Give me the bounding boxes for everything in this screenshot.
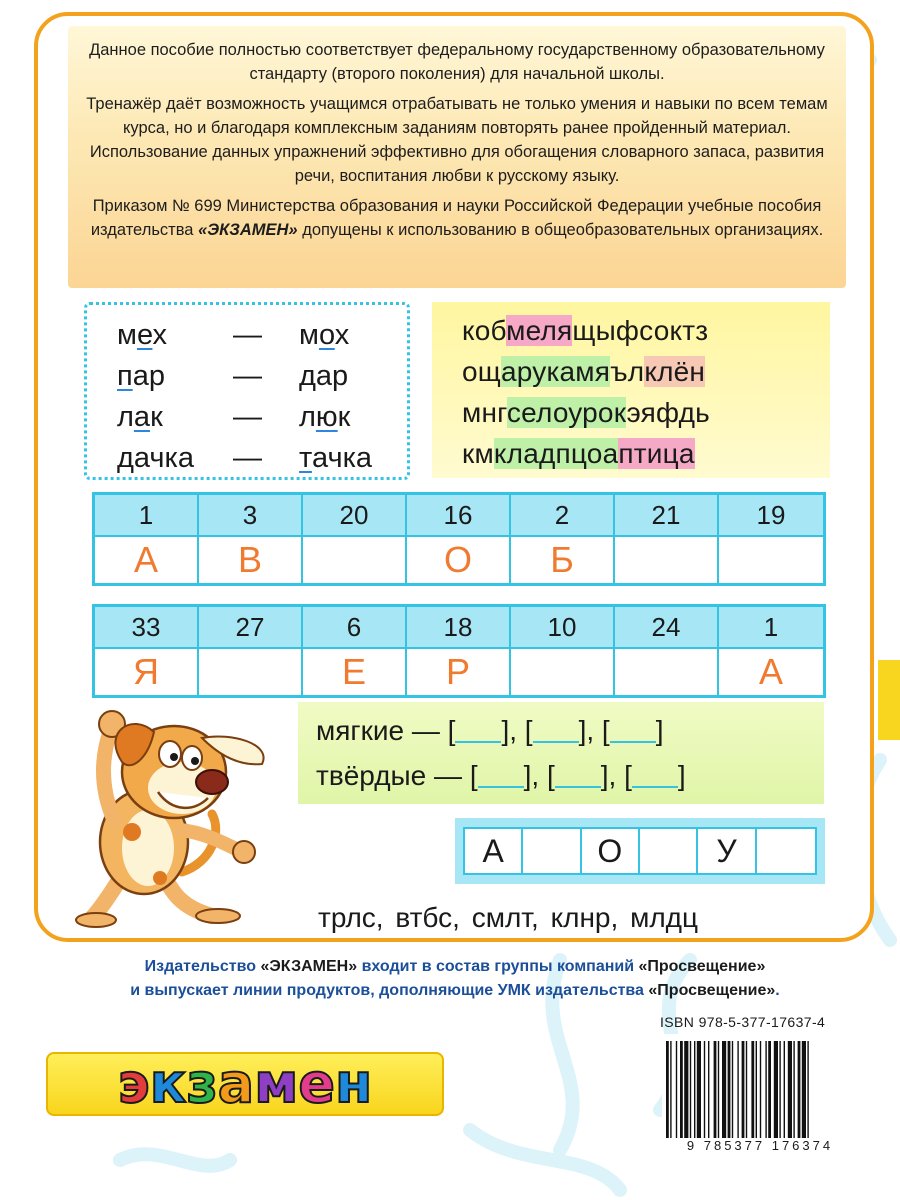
letter-run: мнг <box>462 397 507 428</box>
vowel-cell: У <box>698 829 756 873</box>
logo-letter: э <box>117 1052 150 1115</box>
barcode-bar <box>784 1041 785 1141</box>
comma: , <box>509 715 517 746</box>
word-pair <box>117 356 407 397</box>
underlined-letter: а <box>133 401 151 433</box>
barcode-bar <box>670 1041 671 1141</box>
barcode-bar <box>718 1041 719 1141</box>
vowel-cell <box>640 829 698 873</box>
intro-text-block <box>68 26 846 288</box>
highlighted-word: клён <box>644 356 706 387</box>
logo-letter: к <box>149 1052 187 1115</box>
logo-letter: е <box>298 1052 335 1115</box>
comma: , <box>608 760 617 791</box>
word-pair-first <box>117 438 233 479</box>
highlighted-word: кладпцоа <box>493 438 619 469</box>
word-pair-second <box>299 315 349 356</box>
word-part: к <box>150 401 163 433</box>
pair-dash: — <box>233 401 262 433</box>
intro-p3-brand: «ЭКЗАМЕН» <box>198 221 298 239</box>
table-letter-cell <box>511 649 615 695</box>
bracket-open: [ <box>601 715 610 746</box>
publisher-l2-end: . <box>775 982 780 999</box>
underlined-letter: е <box>136 319 153 351</box>
intro-paragraph-1: Данное пособие полностью соответствует федеральному государственному образовательному стандарту (второго поколения) для начальной школы. <box>89 41 825 83</box>
bracket-open: [ <box>624 760 632 791</box>
word-pair-second <box>299 356 348 397</box>
table-letter-cell: Е <box>303 649 407 695</box>
barcode-bar <box>779 1041 780 1141</box>
answer-slot[interactable] <box>555 758 601 788</box>
word-pair-first <box>117 356 233 397</box>
word-pair-first <box>117 397 233 438</box>
vowel-cell <box>757 829 815 873</box>
number-letter-table-2 <box>92 604 826 698</box>
word-part: к <box>337 401 351 433</box>
intro-p3-start: Приказом № 699 Министерства образования и науки Российской Федерации учебные пособия издательства <box>90 197 822 239</box>
hard-consonants-row <box>316 753 824 798</box>
letter-run: коб <box>462 315 507 346</box>
barcode-bar <box>732 1041 733 1141</box>
barcode-bar <box>737 1041 738 1141</box>
barcode-bar <box>788 1041 792 1141</box>
table-number-cell: 10 <box>511 607 615 649</box>
bracket-close: ] <box>523 760 532 791</box>
barcode-bar <box>684 1041 688 1141</box>
soft-hard-consonants-box <box>298 702 824 804</box>
barcode <box>662 1034 858 1152</box>
dog-illustration <box>62 702 292 932</box>
publisher-l1-brand: «ЭКЗАМЕН» <box>260 958 358 975</box>
soft-consonants-row <box>316 708 824 753</box>
consonant-clusters: трлс, втбс, смлт, клнр, млдц <box>318 902 699 933</box>
word-part: х <box>334 319 350 351</box>
letter-row <box>462 392 830 433</box>
barcode-bar <box>774 1041 778 1141</box>
word-part: л <box>299 401 316 433</box>
word-part: ар <box>315 360 349 392</box>
barcode-bar <box>807 1041 808 1141</box>
isbn-number: ISBN 978-5-377-17637-4 <box>660 1014 826 1030</box>
underlined-letter: о <box>318 319 335 351</box>
answer-slot[interactable] <box>478 758 524 788</box>
word-pair <box>117 315 407 356</box>
word-pair-second <box>299 397 350 438</box>
letter-run: ъл <box>610 356 645 387</box>
publisher-line-2 <box>40 979 870 1003</box>
answer-slot[interactable] <box>533 713 579 743</box>
table-number-cell: 1 <box>719 607 823 649</box>
underlined-letter: п <box>117 360 133 392</box>
barcode-bar <box>704 1041 705 1141</box>
pair-dash: — <box>233 442 262 474</box>
underlined-letter: д <box>117 442 134 474</box>
highlighted-word: селоурок <box>506 397 627 428</box>
barcode-bar <box>708 1041 709 1141</box>
letter-grid-box <box>432 302 830 478</box>
table-number-cell: 19 <box>719 495 823 537</box>
word-part: м <box>299 319 319 351</box>
barcode-bar <box>680 1041 683 1141</box>
barcode-bar <box>746 1041 747 1141</box>
vowel-cell <box>523 829 581 873</box>
barcode-bar <box>666 1041 669 1141</box>
table-letter-cell <box>719 537 823 583</box>
barcode-bar <box>768 1041 771 1141</box>
row-label: мягкие <box>316 715 405 746</box>
bracket-open: [ <box>546 760 555 791</box>
table-number-cell: 2 <box>511 495 615 537</box>
table-letter-cell <box>199 649 303 695</box>
table-number-cell: 18 <box>407 607 511 649</box>
comma: , <box>586 715 595 746</box>
publisher-l2-pre: и выпускает линии продуктов, дополняющие УМК издательства <box>130 982 649 999</box>
logo-letter: н <box>334 1052 373 1115</box>
barcode-bar <box>694 1041 695 1141</box>
row-dash: — <box>434 760 463 791</box>
word-part: л <box>117 401 134 433</box>
barcode-bar <box>742 1041 745 1141</box>
publisher-l1-mid: входит в состав группы компаний <box>357 958 639 975</box>
bracket-open: [ <box>447 715 456 746</box>
barcode-bar <box>765 1041 766 1141</box>
table-number-cell: 3 <box>199 495 303 537</box>
table-letter-cell: А <box>719 649 823 695</box>
barcode-bar <box>751 1041 754 1141</box>
table-number-cell: 20 <box>303 495 407 537</box>
publisher-l1-group: «Просвещение» <box>638 958 766 975</box>
logo-letter: а <box>217 1052 255 1115</box>
answer-slot[interactable] <box>632 758 678 788</box>
barcode-bar <box>793 1041 794 1141</box>
table-letter-cell: Р <box>407 649 511 695</box>
letter-row <box>462 310 830 351</box>
word-pairs-box <box>84 302 410 480</box>
letter-run: эяфдь <box>626 397 710 428</box>
bracket-close: ] <box>677 760 686 791</box>
letter-run: ощ <box>462 356 502 387</box>
barcode-bar <box>690 1041 691 1141</box>
barcode-bar <box>697 1041 701 1141</box>
logo-letter: м <box>254 1052 299 1115</box>
word-part: х <box>152 319 167 351</box>
table-letter-cell <box>615 649 719 695</box>
bracket-open: [ <box>469 760 478 791</box>
barcode-digits: 9 785377 176374 <box>662 1138 858 1153</box>
letter-run: км <box>462 438 494 469</box>
bracket-close: ] <box>600 760 609 791</box>
highlighted-word: птица <box>618 438 695 469</box>
intro-paragraph-3 <box>86 194 828 242</box>
word-pair <box>117 397 407 438</box>
logo-letter: з <box>186 1052 218 1115</box>
word-part: ачка <box>311 442 373 474</box>
table-number-cell: 33 <box>95 607 199 649</box>
publisher-line-1 <box>40 955 870 979</box>
table-number-cell: 21 <box>615 495 719 537</box>
intro-p3-end: допущены к использованию в общеобразовательных организациях. <box>297 221 824 239</box>
publisher-l2-group: «Просвещение» <box>648 982 776 999</box>
publisher-l1-pre: Издательство <box>144 958 261 975</box>
answer-slot[interactable] <box>610 713 656 743</box>
barcode-bar <box>728 1041 731 1141</box>
comma: , <box>531 760 540 791</box>
highlighted-word: меля <box>506 315 573 346</box>
table-letter-cell <box>303 537 407 583</box>
table-number-cell: 6 <box>303 607 407 649</box>
pair-dash: — <box>233 360 262 392</box>
barcode-bar <box>760 1041 761 1141</box>
word-pair <box>117 438 407 479</box>
bracket-close: ] <box>501 715 510 746</box>
vowels-strip <box>455 818 825 884</box>
pair-dash: — <box>233 319 262 351</box>
underlined-letter: д <box>299 360 316 392</box>
table-letter-cell: Я <box>95 649 199 695</box>
bracket-open: [ <box>524 715 533 746</box>
vowels-grid <box>463 827 817 875</box>
barcode-bar <box>798 1041 801 1141</box>
table-letter-cell: О <box>407 537 511 583</box>
table-letter-cell: А <box>95 537 199 583</box>
table-letter-cell <box>615 537 719 583</box>
table-number-cell: 24 <box>615 607 719 649</box>
highlighted-word: арукамя <box>501 356 611 387</box>
table-number-cell: 27 <box>199 607 303 649</box>
publisher-note <box>40 955 870 1003</box>
bracket-close: ] <box>578 715 587 746</box>
letter-row <box>462 433 830 474</box>
word-pair-second <box>299 438 372 479</box>
letter-run: щыфсоктз <box>572 315 709 346</box>
barcode-bar <box>802 1041 806 1141</box>
barcode-bar <box>722 1041 726 1141</box>
intro-paragraph-2: Тренажёр даёт возможность учащимся отрабатывать не только умения и навыки по всем темам курса, но и благодаря комплексным заданиям повторять ранее пройденный материал. Использование данных упражнений эффективно для обогащения словарного запаса, развития речи, воспитания любви к русскому языку. <box>86 95 828 185</box>
word-part: ачка <box>133 442 194 474</box>
answer-slot[interactable] <box>455 713 501 743</box>
underlined-letter: ю <box>315 401 338 433</box>
word-part: м <box>117 319 137 351</box>
row-dash: — <box>411 715 440 746</box>
number-letter-table-1 <box>92 492 826 586</box>
word-part: ар <box>132 360 165 392</box>
letter-row <box>462 351 830 392</box>
table-letter-cell: Б <box>511 537 615 583</box>
table-number-cell: 16 <box>407 495 511 537</box>
table-letter-cell: В <box>199 537 303 583</box>
word-pair-first <box>117 315 233 356</box>
vowel-cell: О <box>582 829 640 873</box>
bracket-close: ] <box>655 715 664 746</box>
examen-logo <box>46 1052 444 1116</box>
barcode-bar <box>676 1041 677 1141</box>
underlined-letter: т <box>299 442 312 474</box>
table-number-cell: 1 <box>95 495 199 537</box>
barcode-bar <box>714 1041 717 1141</box>
row-label: твёрдые <box>316 760 427 791</box>
vowel-cell: А <box>465 829 523 873</box>
barcode-bar <box>756 1041 757 1141</box>
